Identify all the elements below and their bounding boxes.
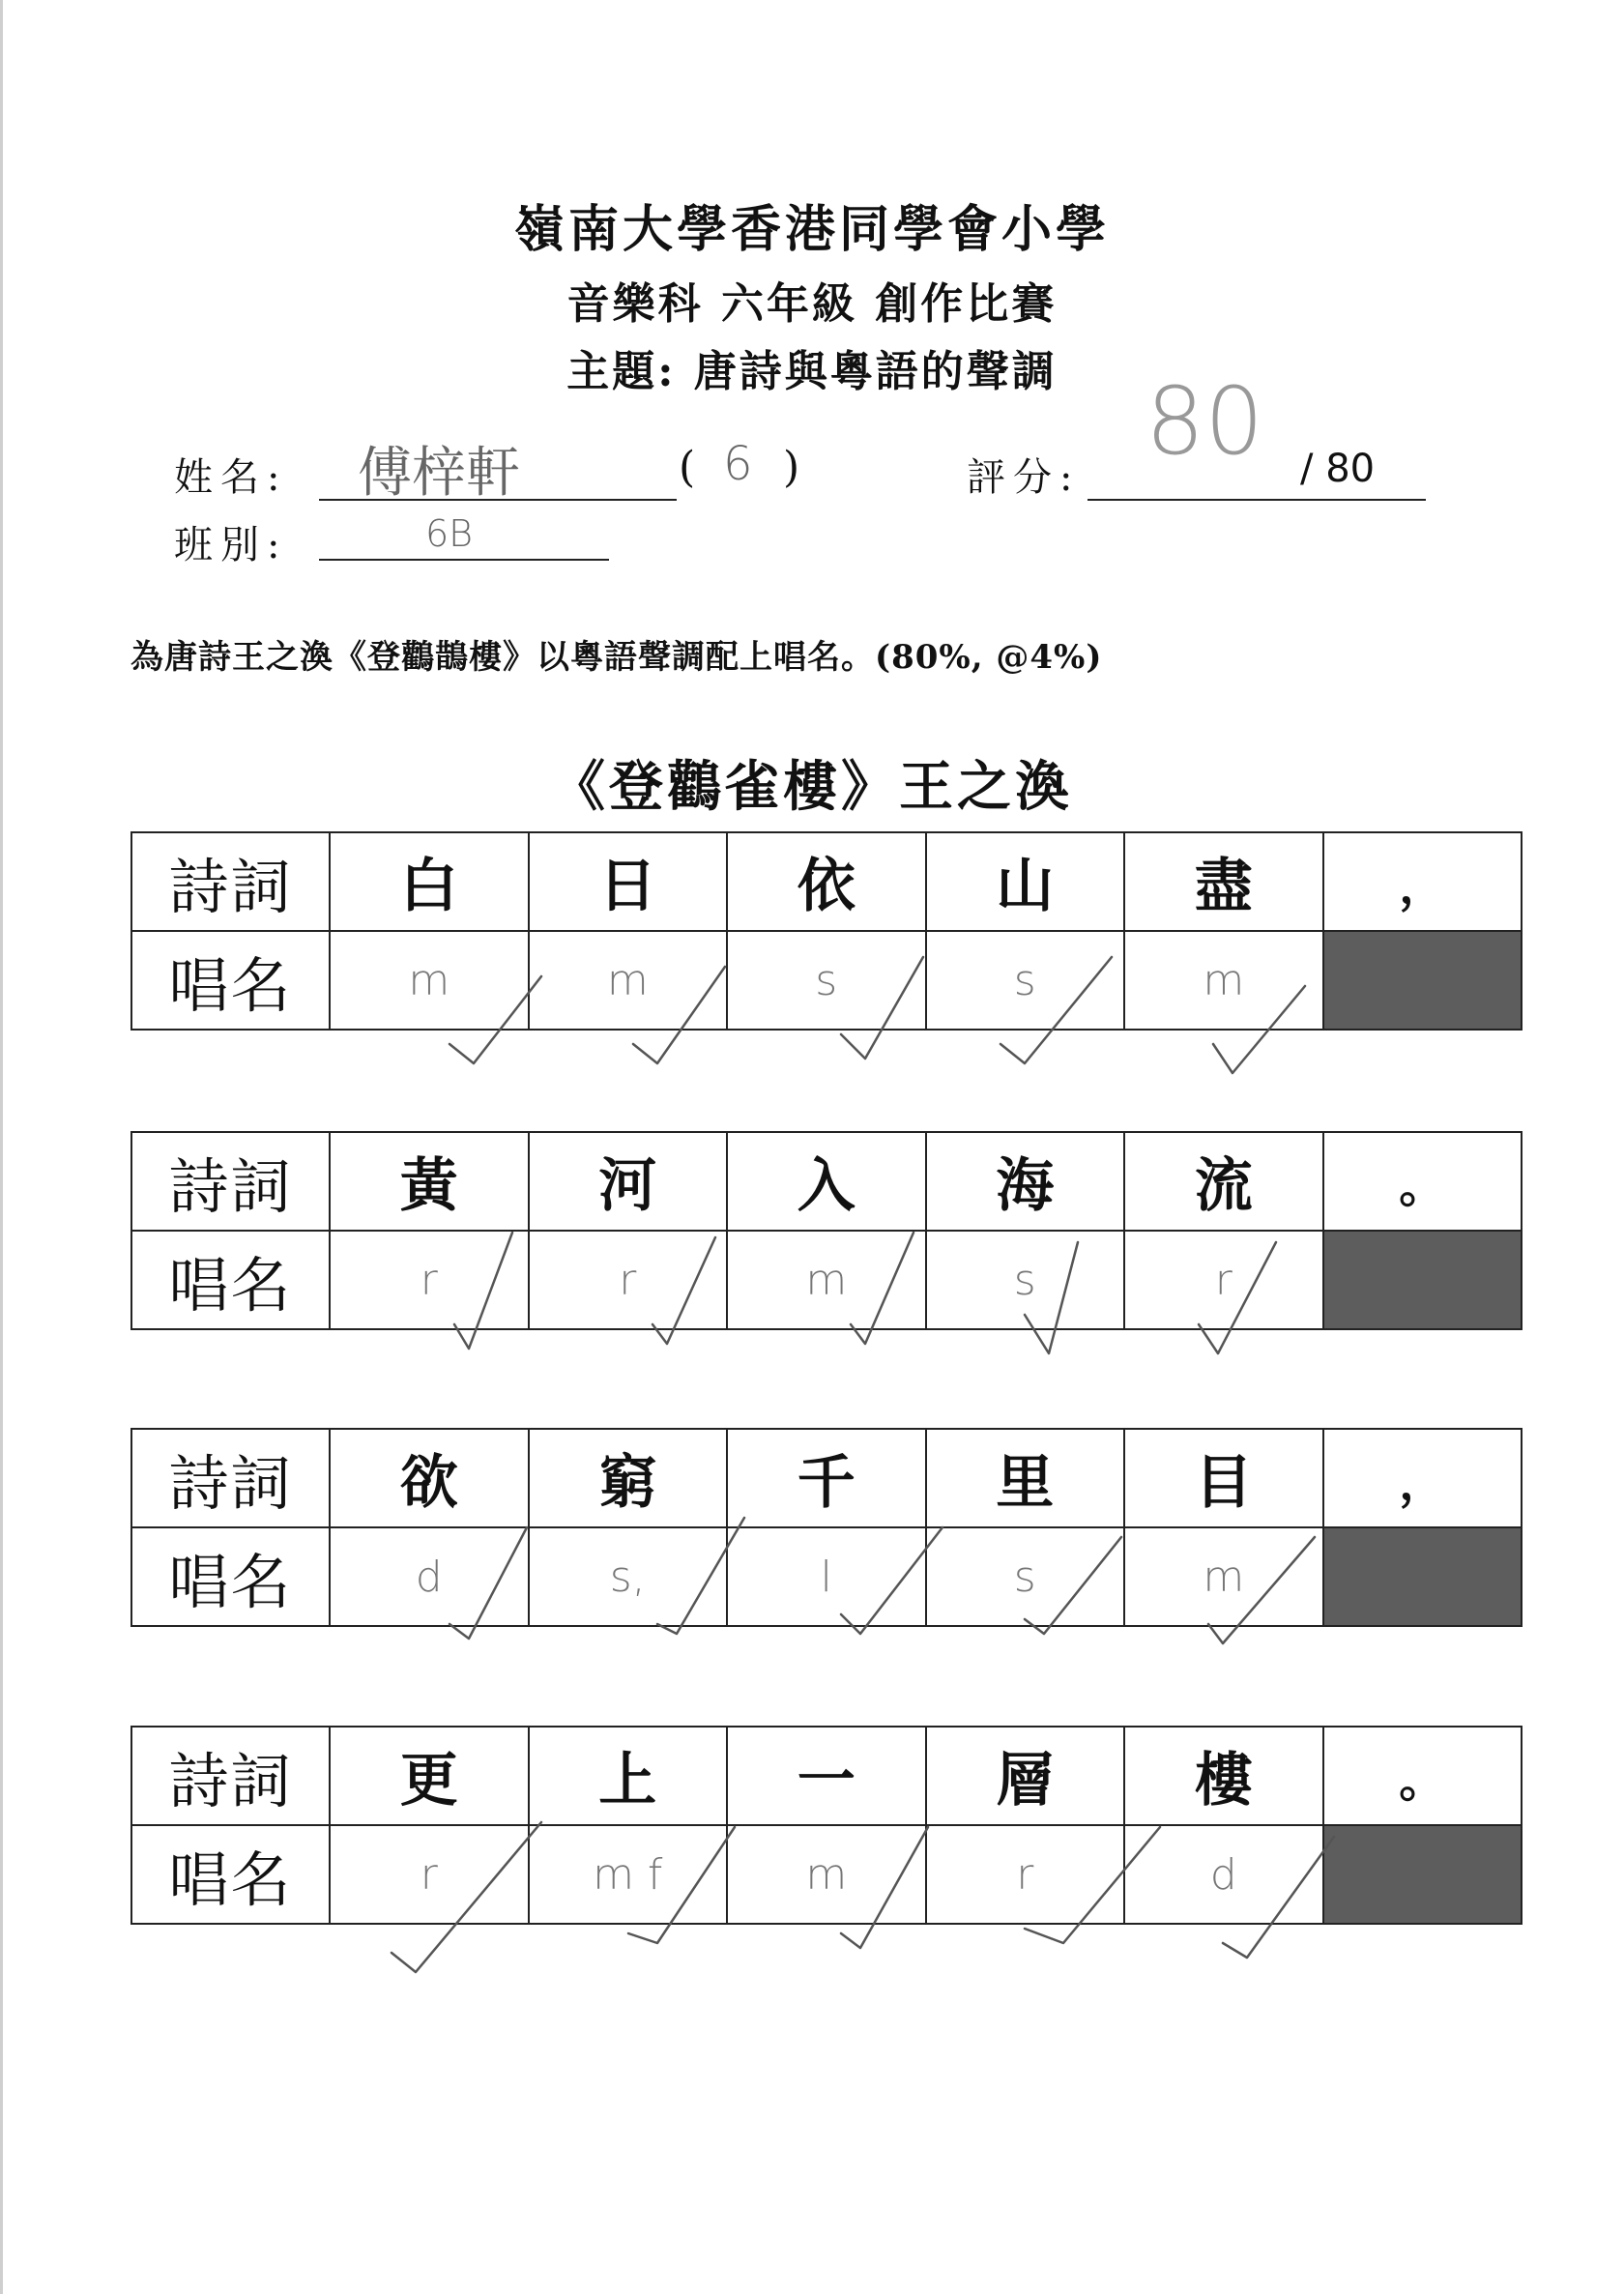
poem-row [131, 832, 1522, 931]
poem-char: 白 [330, 832, 529, 931]
class-handwritten: 6B [425, 512, 474, 555]
row-label-solfa: 唱名 [131, 1527, 330, 1626]
class-number-handwritten: 6 [723, 437, 753, 491]
poem-char: 黃 [330, 1132, 529, 1231]
shaded-cell [1323, 931, 1522, 1030]
poem-char: 盡 [1124, 832, 1323, 931]
shaded-cell [1323, 1825, 1522, 1924]
solfa-row [131, 1825, 1522, 1924]
solfa-answer: s [926, 1527, 1125, 1626]
punctuation-cell: 。 [1323, 1727, 1522, 1825]
name-handwritten: 傅梓軒 [358, 442, 520, 505]
poem-row [131, 1727, 1522, 1825]
solfa-answer: r [1124, 1231, 1323, 1329]
solfa-answer: m [1124, 931, 1323, 1030]
solfa-answer: m [727, 1825, 926, 1924]
instruction: 為唐詩王之渙《登鸛鵲樓》以粵語聲調配上唱名。(80%, @4%) [130, 638, 1103, 677]
class-label: 班別: [174, 523, 288, 567]
class-number-open: ( [679, 443, 696, 492]
score-total: / 80 [1300, 447, 1376, 491]
punctuation-cell: ， [1323, 832, 1522, 931]
poem-char: 入 [727, 1132, 926, 1231]
name-label: 姓名: [174, 455, 288, 500]
punctuation-cell: ， [1323, 1429, 1522, 1527]
solfa-row [131, 1231, 1522, 1329]
poem-char: 日 [529, 832, 728, 931]
score-label: 評分: [967, 455, 1081, 500]
row-label-solfa: 唱名 [131, 1825, 330, 1924]
solfa-answer: m [1124, 1527, 1323, 1626]
punctuation-cell: 。 [1323, 1132, 1522, 1231]
solfa-answer: r [330, 1825, 529, 1924]
poem-char: 一 [727, 1727, 926, 1825]
poem-char: 窮 [529, 1429, 728, 1527]
poem-table-line-4 [130, 1726, 1522, 1925]
poem-table-line-2 [130, 1131, 1522, 1330]
row-label-poem: 詩詞 [131, 1429, 330, 1527]
poem-char: 目 [1124, 1429, 1323, 1527]
row-label-solfa: 唱名 [131, 931, 330, 1030]
poem-row [131, 1429, 1522, 1527]
solfa-answer: l [727, 1527, 926, 1626]
row-label-solfa: 唱名 [131, 1231, 330, 1329]
poem-row [131, 1132, 1522, 1231]
poem-table-line-3 [130, 1428, 1522, 1627]
solfa-answer: m [330, 931, 529, 1030]
solfa-answer: d [330, 1527, 529, 1626]
poem-char: 樓 [1124, 1727, 1323, 1825]
score-line [1088, 499, 1426, 501]
row-label-poem: 詩詞 [131, 1132, 330, 1231]
solfa-answer: m f [529, 1825, 728, 1924]
solfa-row [131, 931, 1522, 1030]
solfa-answer: r [926, 1825, 1125, 1924]
solfa-answer: d [1124, 1825, 1323, 1924]
solfa-answer: r [330, 1231, 529, 1329]
solfa-answer: s, [529, 1527, 728, 1626]
solfa-answer: m [727, 1231, 926, 1329]
class-line [319, 559, 609, 561]
row-label-poem: 詩詞 [131, 1727, 330, 1825]
poem-table-line-1 [130, 831, 1522, 1031]
poem-char: 河 [529, 1132, 728, 1231]
solfa-answer: r [529, 1231, 728, 1329]
poem-char: 依 [727, 832, 926, 931]
shaded-cell [1323, 1231, 1522, 1329]
poem-char: 山 [926, 832, 1125, 931]
shaded-cell [1323, 1527, 1522, 1626]
row-label-poem: 詩詞 [131, 832, 330, 931]
poem-char: 更 [330, 1727, 529, 1825]
poem-char: 千 [727, 1429, 926, 1527]
solfa-answer: s [926, 931, 1125, 1030]
poem-char: 流 [1124, 1132, 1323, 1231]
poem-char: 上 [529, 1727, 728, 1825]
school-title: 嶺南大學香港同學會小學 [513, 200, 1110, 259]
poem-char: 層 [926, 1727, 1125, 1825]
poem-char: 欲 [330, 1429, 529, 1527]
subject-subtitle: 音樂科 六年級 創作比賽 [566, 279, 1058, 329]
theme-line: 主題: 唐詩與粵語的聲調 [566, 347, 1058, 396]
solfa-answer: m [529, 931, 728, 1030]
poem-char: 里 [926, 1429, 1125, 1527]
solfa-row [131, 1527, 1522, 1626]
solfa-answer: s [727, 931, 926, 1030]
poem-title: 《登鸛雀樓》王之渙 [551, 755, 1073, 819]
class-number-close: ) [783, 443, 800, 492]
solfa-answer: s [926, 1231, 1125, 1329]
poem-char: 海 [926, 1132, 1125, 1231]
score-handwritten: 80 [1146, 367, 1264, 476]
